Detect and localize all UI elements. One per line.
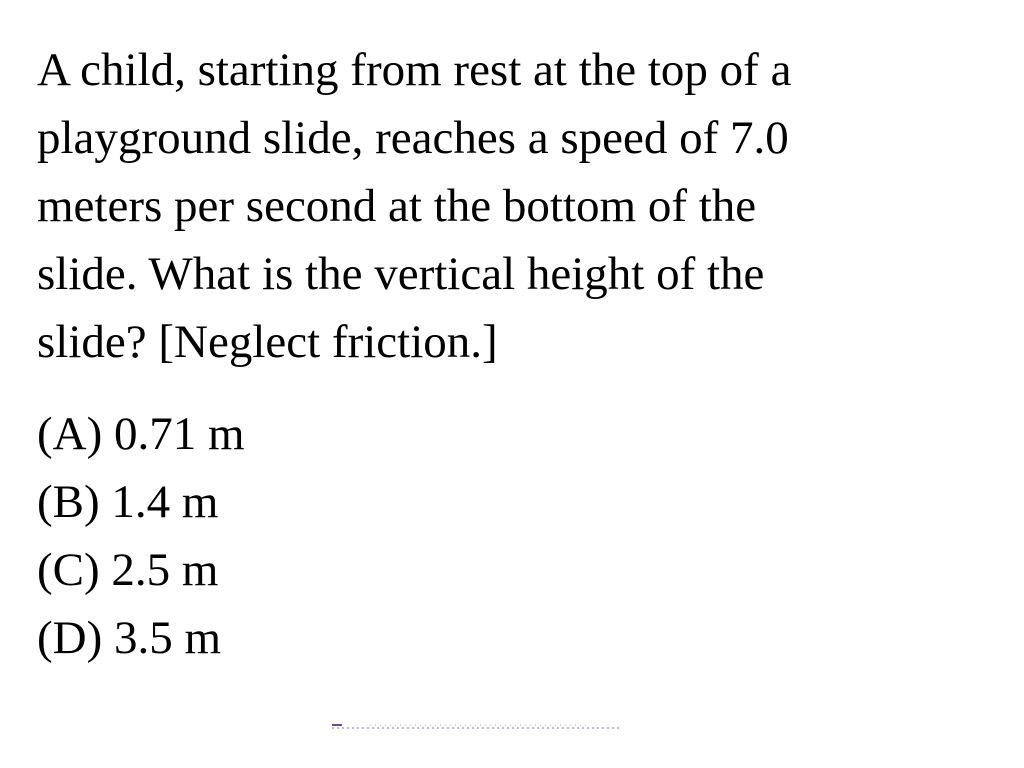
question-line: meters per second at the bottom of the xyxy=(37,180,757,232)
question-line: playground slide, reaches a speed of 7.0 xyxy=(37,112,789,164)
choice-b: (B) 1.4 m xyxy=(37,476,219,528)
choice-d: (D) 3.5 m xyxy=(37,612,222,664)
question-line: A child, starting from rest at the top of a xyxy=(37,44,792,96)
question-line: slide? [Neglect friction.] xyxy=(37,316,498,368)
answer-choices xyxy=(37,400,245,672)
question-text xyxy=(37,36,997,376)
footer-scribble-mark xyxy=(330,722,622,732)
choice-c: (C) 2.5 m xyxy=(37,544,219,596)
question-line: slide. What is the vertical height of the xyxy=(37,248,765,300)
choice-a: (A) 0.71 m xyxy=(37,408,245,460)
